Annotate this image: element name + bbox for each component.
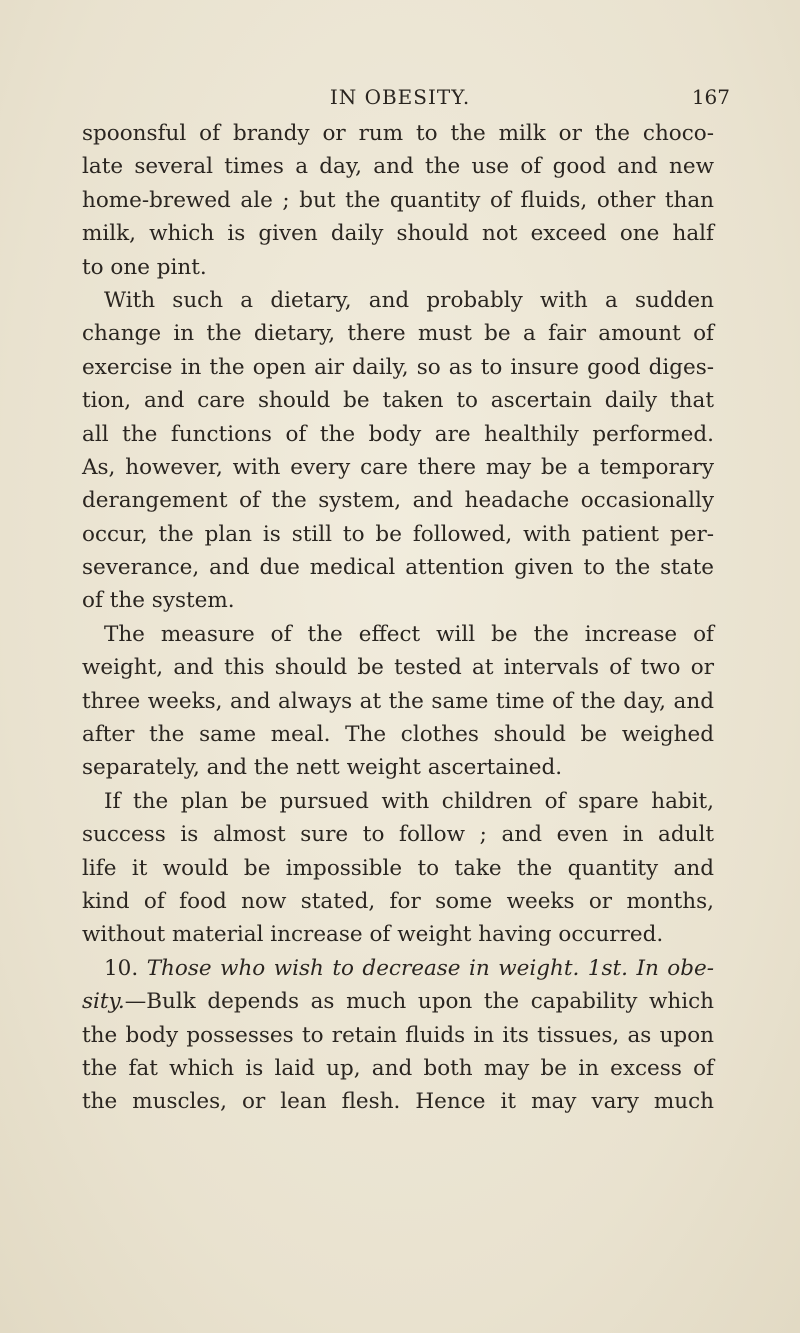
text-line: life it would be impossible to take the quantity and [82, 855, 714, 881]
page-header [0, 83, 800, 113]
text-line [82, 985, 714, 1018]
text-line: weight, and this should be tested at intervals of two or [82, 655, 714, 681]
text-line: change in the dietary, there must be a fair amount of [82, 321, 714, 347]
subsection-number: 1st. [587, 955, 628, 981]
text-line: severance, and due medical attention given to the state [82, 555, 714, 581]
text-line: The measure of the effect will be the increase of [104, 621, 714, 647]
section-heading-line [82, 952, 714, 985]
text-line: With such a dietary, and probably with a sudden [104, 287, 714, 313]
subsection-heading: In obe- [636, 955, 714, 981]
text-line: after the same meal. The clothes should be weighed [82, 722, 714, 748]
text-line: three weeks, and always at the same time of the day, and [82, 688, 714, 714]
subsection-heading-cont: sity. [82, 989, 125, 1015]
text-line: the muscles, or lean flesh. Hence it may vary much [82, 1089, 714, 1115]
text-line: the fat which is laid up, and both may be in excess of [82, 1055, 714, 1081]
section-number: 10. [104, 955, 139, 981]
text-line: exercise in the open air daily, so as to insure good diges- [82, 354, 714, 380]
text-line: to one pint. [82, 254, 207, 280]
section-heading: Those who wish to decrease in weight. [146, 955, 580, 981]
text-line: derangement of the system, and headache occasionally [82, 488, 714, 514]
text-line: If the plan be pursued with children of spare habit, [104, 788, 714, 814]
text-line: all the functions of the body are healthily performed. [82, 421, 714, 447]
running-title: IN OBESITY. [329, 85, 471, 109]
text-line: milk, which is given daily should not exceed one half [82, 221, 714, 247]
text-line: As, however, with every care there may be a temporary [82, 454, 714, 480]
text-line: tion, and care should be taken to ascertain daily that [82, 388, 714, 414]
text-line: success is almost sure to follow ; and even in adult [82, 822, 714, 848]
text-line: late several times a day, and the use of good and new [82, 154, 714, 180]
text-line: occur, the plan is still to be followed, with patient per- [82, 521, 714, 547]
text-line: separately, and the nett weight ascertained. [82, 755, 563, 781]
body-text [82, 117, 714, 1119]
text-segment: —Bulk depends as much upon the capability which [124, 989, 714, 1015]
text-line: kind of food now stated, for some weeks or months, [82, 888, 714, 914]
page-number: 167 [691, 85, 730, 109]
text-line: of the system. [82, 588, 235, 614]
text-line: spoonsful of brandy or rum to the milk or the choco- [82, 121, 714, 146]
text-line: the body possesses to retain fluids in its tissues, as upon [82, 1022, 714, 1048]
text-line: home-brewed ale ; but the quantity of fluids, other than [82, 187, 714, 213]
text-line: without material increase of weight having occurred. [82, 922, 664, 948]
